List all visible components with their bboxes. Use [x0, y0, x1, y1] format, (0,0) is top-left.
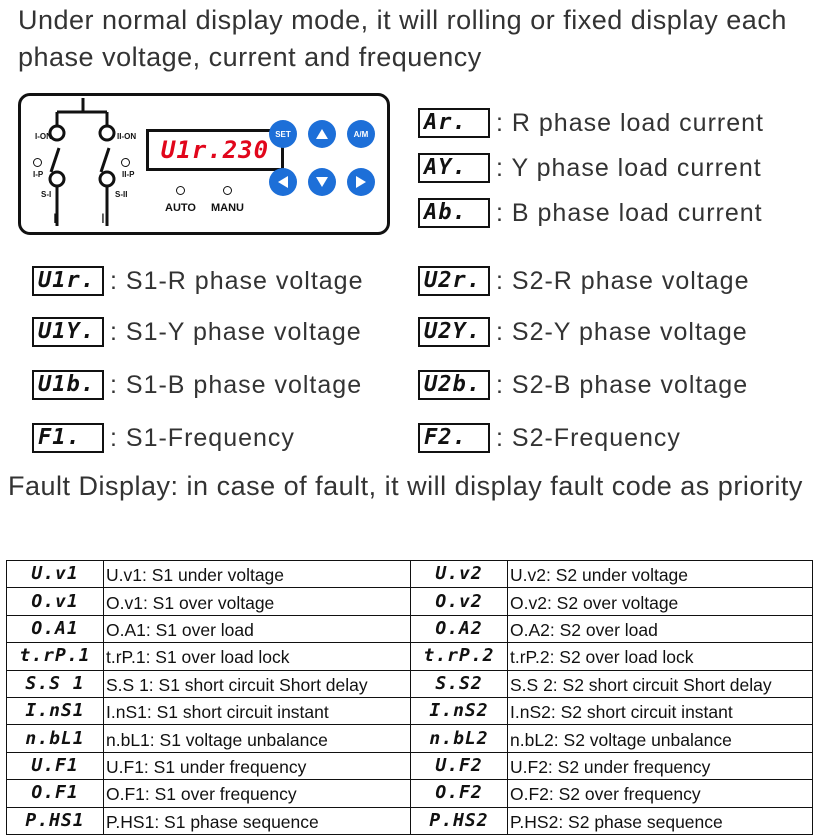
code-desc: : B phase load current: [496, 198, 763, 227]
fault-desc-s1: U.v1: S1 under voltage: [104, 561, 411, 588]
fault-desc-s1: t.rP.1: S1 over load lock: [104, 643, 411, 670]
fault-heading: Fault Display: in case of fault, it will display fault code as priority: [8, 471, 803, 501]
code-box: F2.: [418, 423, 490, 453]
table-row: [7, 697, 813, 724]
fault-code-s1: O.F1: [7, 780, 104, 807]
fault-code-s1: P.HS1: [7, 807, 104, 834]
fault-table: [6, 560, 813, 835]
label-s-ii: S-II: [115, 190, 128, 199]
fault-desc-s1: P.HS1: S1 phase sequence: [104, 807, 411, 834]
code-box: U1r.: [32, 266, 104, 296]
code-box: Ab.: [418, 198, 490, 228]
intro-text: Under normal display mode, it will rolling or fixed display each phase voltage, current and frequency: [18, 5, 787, 72]
fault-desc-s1: U.F1: S1 under frequency: [104, 752, 411, 779]
s2-row-b: [418, 370, 748, 400]
code-desc: : S2-Frequency: [496, 423, 681, 452]
fault-desc-s2: P.HS2: S2 phase sequence: [508, 807, 813, 834]
label-i-on: I-ON: [35, 132, 52, 141]
fault-desc-s2: t.rP.2: S2 over load lock: [508, 643, 813, 670]
auto-manual-button[interactable]: A/M: [347, 120, 375, 148]
indicator-ii-p: [121, 158, 130, 167]
table-row: [7, 643, 813, 670]
table-row: [7, 561, 813, 588]
fault-desc-s1: O.F1: S1 over frequency: [104, 780, 411, 807]
s1-row-b: [32, 370, 362, 400]
code-desc: : S1-Frequency: [110, 423, 295, 452]
fault-code-s2: n.bL2: [411, 725, 508, 752]
label-ii-p: II-P: [122, 170, 135, 179]
code-desc: : S2-B phase voltage: [496, 370, 749, 399]
current-row-r: [418, 108, 764, 138]
fault-code-s2: I.nS2: [411, 697, 508, 724]
indicator-auto: [176, 186, 185, 195]
label-s-i: S-I: [41, 190, 52, 199]
current-row-b: [418, 198, 763, 228]
fault-code-s1: O.v1: [7, 588, 104, 615]
label-source-one: I: [53, 210, 57, 226]
fault-code-s1: U.F1: [7, 752, 104, 779]
fault-code-s1: O.A1: [7, 615, 104, 642]
code-box: Ar.: [418, 108, 490, 138]
table-row: [7, 752, 813, 779]
fault-desc-s1: O.A1: S1 over load: [104, 615, 411, 642]
indicator-i-p: [33, 158, 42, 167]
fault-code-s2: S.S2: [411, 670, 508, 697]
table-row: [7, 807, 813, 834]
code-box: U1b.: [32, 370, 104, 400]
code-desc: : S1-B phase voltage: [110, 370, 363, 399]
controller-panel: [18, 93, 390, 235]
set-button[interactable]: SET: [269, 120, 297, 148]
down-arrow-icon: [315, 175, 329, 189]
fault-code-s1: t.rP.1: [7, 643, 104, 670]
down-button[interactable]: [308, 168, 336, 196]
fault-code-s2: O.A2: [411, 615, 508, 642]
label-ii-on: II-ON: [117, 132, 137, 141]
s2-row-y: [418, 317, 748, 347]
fault-code-s2: O.v2: [411, 588, 508, 615]
code-box: AY.: [418, 153, 490, 183]
fault-desc-s2: n.bL2: S2 voltage unbalance: [508, 725, 813, 752]
code-box: U1Y.: [32, 317, 104, 347]
label-source-two: II: [101, 210, 109, 226]
fault-desc-s2: S.S 2: S2 short circuit Short delay: [508, 670, 813, 697]
fault-desc-s2: O.A2: S2 over load: [508, 615, 813, 642]
s1-row-y: [32, 317, 362, 347]
fault-code-s1: S.S 1: [7, 670, 104, 697]
up-arrow-icon: [315, 127, 329, 141]
code-desc: : S1-R phase voltage: [110, 266, 364, 295]
indicator-manu: [223, 186, 232, 195]
label-manu: MANU: [211, 202, 244, 214]
fault-desc-s2: U.v2: S2 under voltage: [508, 561, 813, 588]
code-box: F1.: [32, 423, 104, 453]
code-desc: : S2-R phase voltage: [496, 266, 750, 295]
left-arrow-icon: [276, 175, 290, 189]
right-button[interactable]: [347, 168, 375, 196]
table-row: [7, 725, 813, 752]
fault-code-s2: P.HS2: [411, 807, 508, 834]
fault-desc-s1: I.nS1: S1 short circuit instant: [104, 697, 411, 724]
code-box: U2Y.: [418, 317, 490, 347]
lcd-display: U1r.230: [146, 129, 284, 171]
left-button[interactable]: [269, 168, 297, 196]
fault-code-s1: n.bL1: [7, 725, 104, 752]
fault-desc-s2: O.F2: S2 over frequency: [508, 780, 813, 807]
s2-row-r: [418, 266, 749, 296]
fault-desc-s2: O.v2: S2 over voltage: [508, 588, 813, 615]
fault-code-s2: U.F2: [411, 752, 508, 779]
code-desc: : R phase load current: [496, 108, 764, 137]
fault-code-s2: U.v2: [411, 561, 508, 588]
table-row: [7, 670, 813, 697]
fault-desc-s2: I.nS2: S2 short circuit instant: [508, 697, 813, 724]
code-desc: : S1-Y phase voltage: [110, 317, 362, 346]
s1-row-frequency: [32, 423, 295, 453]
code-desc: : Y phase load current: [496, 153, 762, 182]
fault-desc-s1: n.bL1: S1 voltage unbalance: [104, 725, 411, 752]
s2-row-frequency: [418, 423, 681, 453]
table-row: [7, 780, 813, 807]
fault-code-s1: U.v1: [7, 561, 104, 588]
fault-table-body: [7, 561, 813, 835]
code-box: U2b.: [418, 370, 490, 400]
table-row: [7, 615, 813, 642]
up-button[interactable]: [308, 120, 336, 148]
fault-code-s1: I.nS1: [7, 697, 104, 724]
fault-desc-s2: U.F2: S2 under frequency: [508, 752, 813, 779]
current-row-y: [418, 153, 762, 183]
label-auto: AUTO: [165, 202, 196, 214]
right-arrow-icon: [354, 175, 368, 189]
code-box: U2r.: [418, 266, 490, 296]
table-row: [7, 588, 813, 615]
fault-desc-s1: O.v1: S1 over voltage: [104, 588, 411, 615]
code-desc: : S2-Y phase voltage: [496, 317, 748, 346]
fault-code-s2: O.F2: [411, 780, 508, 807]
fault-code-s2: t.rP.2: [411, 643, 508, 670]
s1-row-r: [32, 266, 363, 296]
fault-desc-s1: S.S 1: S1 short circuit Short delay: [104, 670, 411, 697]
label-i-p: I-P: [33, 170, 44, 179]
